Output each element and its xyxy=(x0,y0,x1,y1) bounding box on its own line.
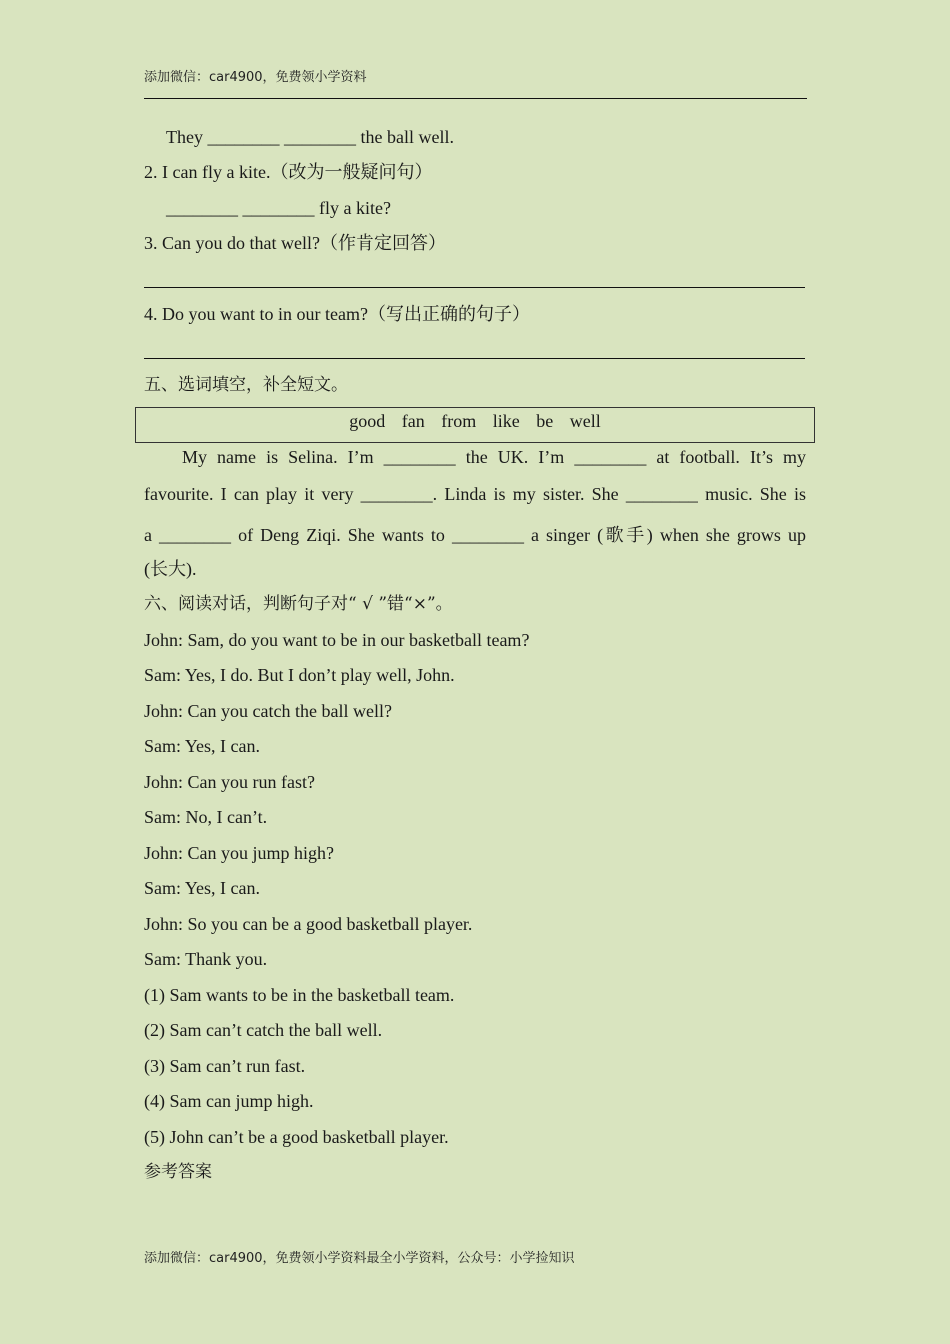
passage-line: favourite. I can play it very ________. Linda is my sister. She ________ music. She is xyxy=(144,484,806,504)
dialogue-line: John: So you can be a good basketball player. xyxy=(144,914,473,934)
dialogue-line: John: Can you catch the ball well? xyxy=(144,701,392,721)
header-divider xyxy=(144,98,807,99)
q2-answer-line: ________ ________ fly a kite? xyxy=(166,198,391,218)
q3-answer-blank xyxy=(144,287,805,288)
statement-item: (5) John can’t be a good basketball player. xyxy=(144,1127,449,1147)
section-5-title: 五、选词填空，补全短文。 xyxy=(144,375,348,395)
statement-item: (2) Sam can’t catch the ball well. xyxy=(144,1020,383,1040)
q1-answer-line: They ________ ________ the ball well. xyxy=(166,127,454,147)
page-header: 添加微信：car4900，免费领小学资料 xyxy=(144,70,367,85)
dialogue-line: John: Can you run fast? xyxy=(144,772,315,792)
question-3: 3. Can you do that well?（作肯定回答） xyxy=(144,233,446,253)
question-4: 4. Do you want to in our team?（写出正确的句子） xyxy=(144,304,530,324)
word-bank-word: fan xyxy=(401,411,425,431)
q4-answer-blank xyxy=(144,358,805,359)
dialogue-line: John: Sam, do you want to be in our basketball team? xyxy=(144,630,530,650)
dialogue-line: Sam: Thank you. xyxy=(144,949,268,969)
answers-title: 参考答案 xyxy=(144,1162,212,1182)
passage-line: a ________ of Deng Ziqi. She wants to ________ a singer (歌手) when she grows up xyxy=(144,525,806,545)
dialogue-line: Sam: Yes, I can. xyxy=(144,878,260,898)
statement-item: (4) Sam can jump high. xyxy=(144,1091,314,1111)
passage-line: My name is Selina. I’m ________ the UK. I’m ________ at football. It’s my xyxy=(182,447,806,467)
section-6-title: 六、阅读对话，判断句子对“ √ ”错“×”。 xyxy=(144,594,453,614)
statement-item: (1) Sam wants to be in the basketball team. xyxy=(144,985,455,1005)
word-bank-word: well xyxy=(569,411,601,431)
word-bank-word: good xyxy=(349,411,386,431)
question-2: 2. I can fly a kite.（改为一般疑问句） xyxy=(144,162,433,182)
page-footer: 添加微信：car4900，免费领小学资料最全小学资料，公众号：小学捡知识 xyxy=(144,1251,575,1266)
statement-item: (3) Sam can’t run fast. xyxy=(144,1056,306,1076)
dialogue-line: John: Can you jump high? xyxy=(144,843,334,863)
dialogue-line: Sam: No, I can’t. xyxy=(144,807,268,827)
word-bank-box xyxy=(135,407,815,443)
dialogue-line: Sam: Yes, I can. xyxy=(144,736,260,756)
word-bank-word: from xyxy=(441,411,477,431)
word-bank-word: be xyxy=(536,411,554,431)
word-bank-word: like xyxy=(492,411,520,431)
dialogue-line: Sam: Yes, I do. But I don’t play well, John. xyxy=(144,665,455,685)
passage-line: (长大). xyxy=(144,559,197,579)
